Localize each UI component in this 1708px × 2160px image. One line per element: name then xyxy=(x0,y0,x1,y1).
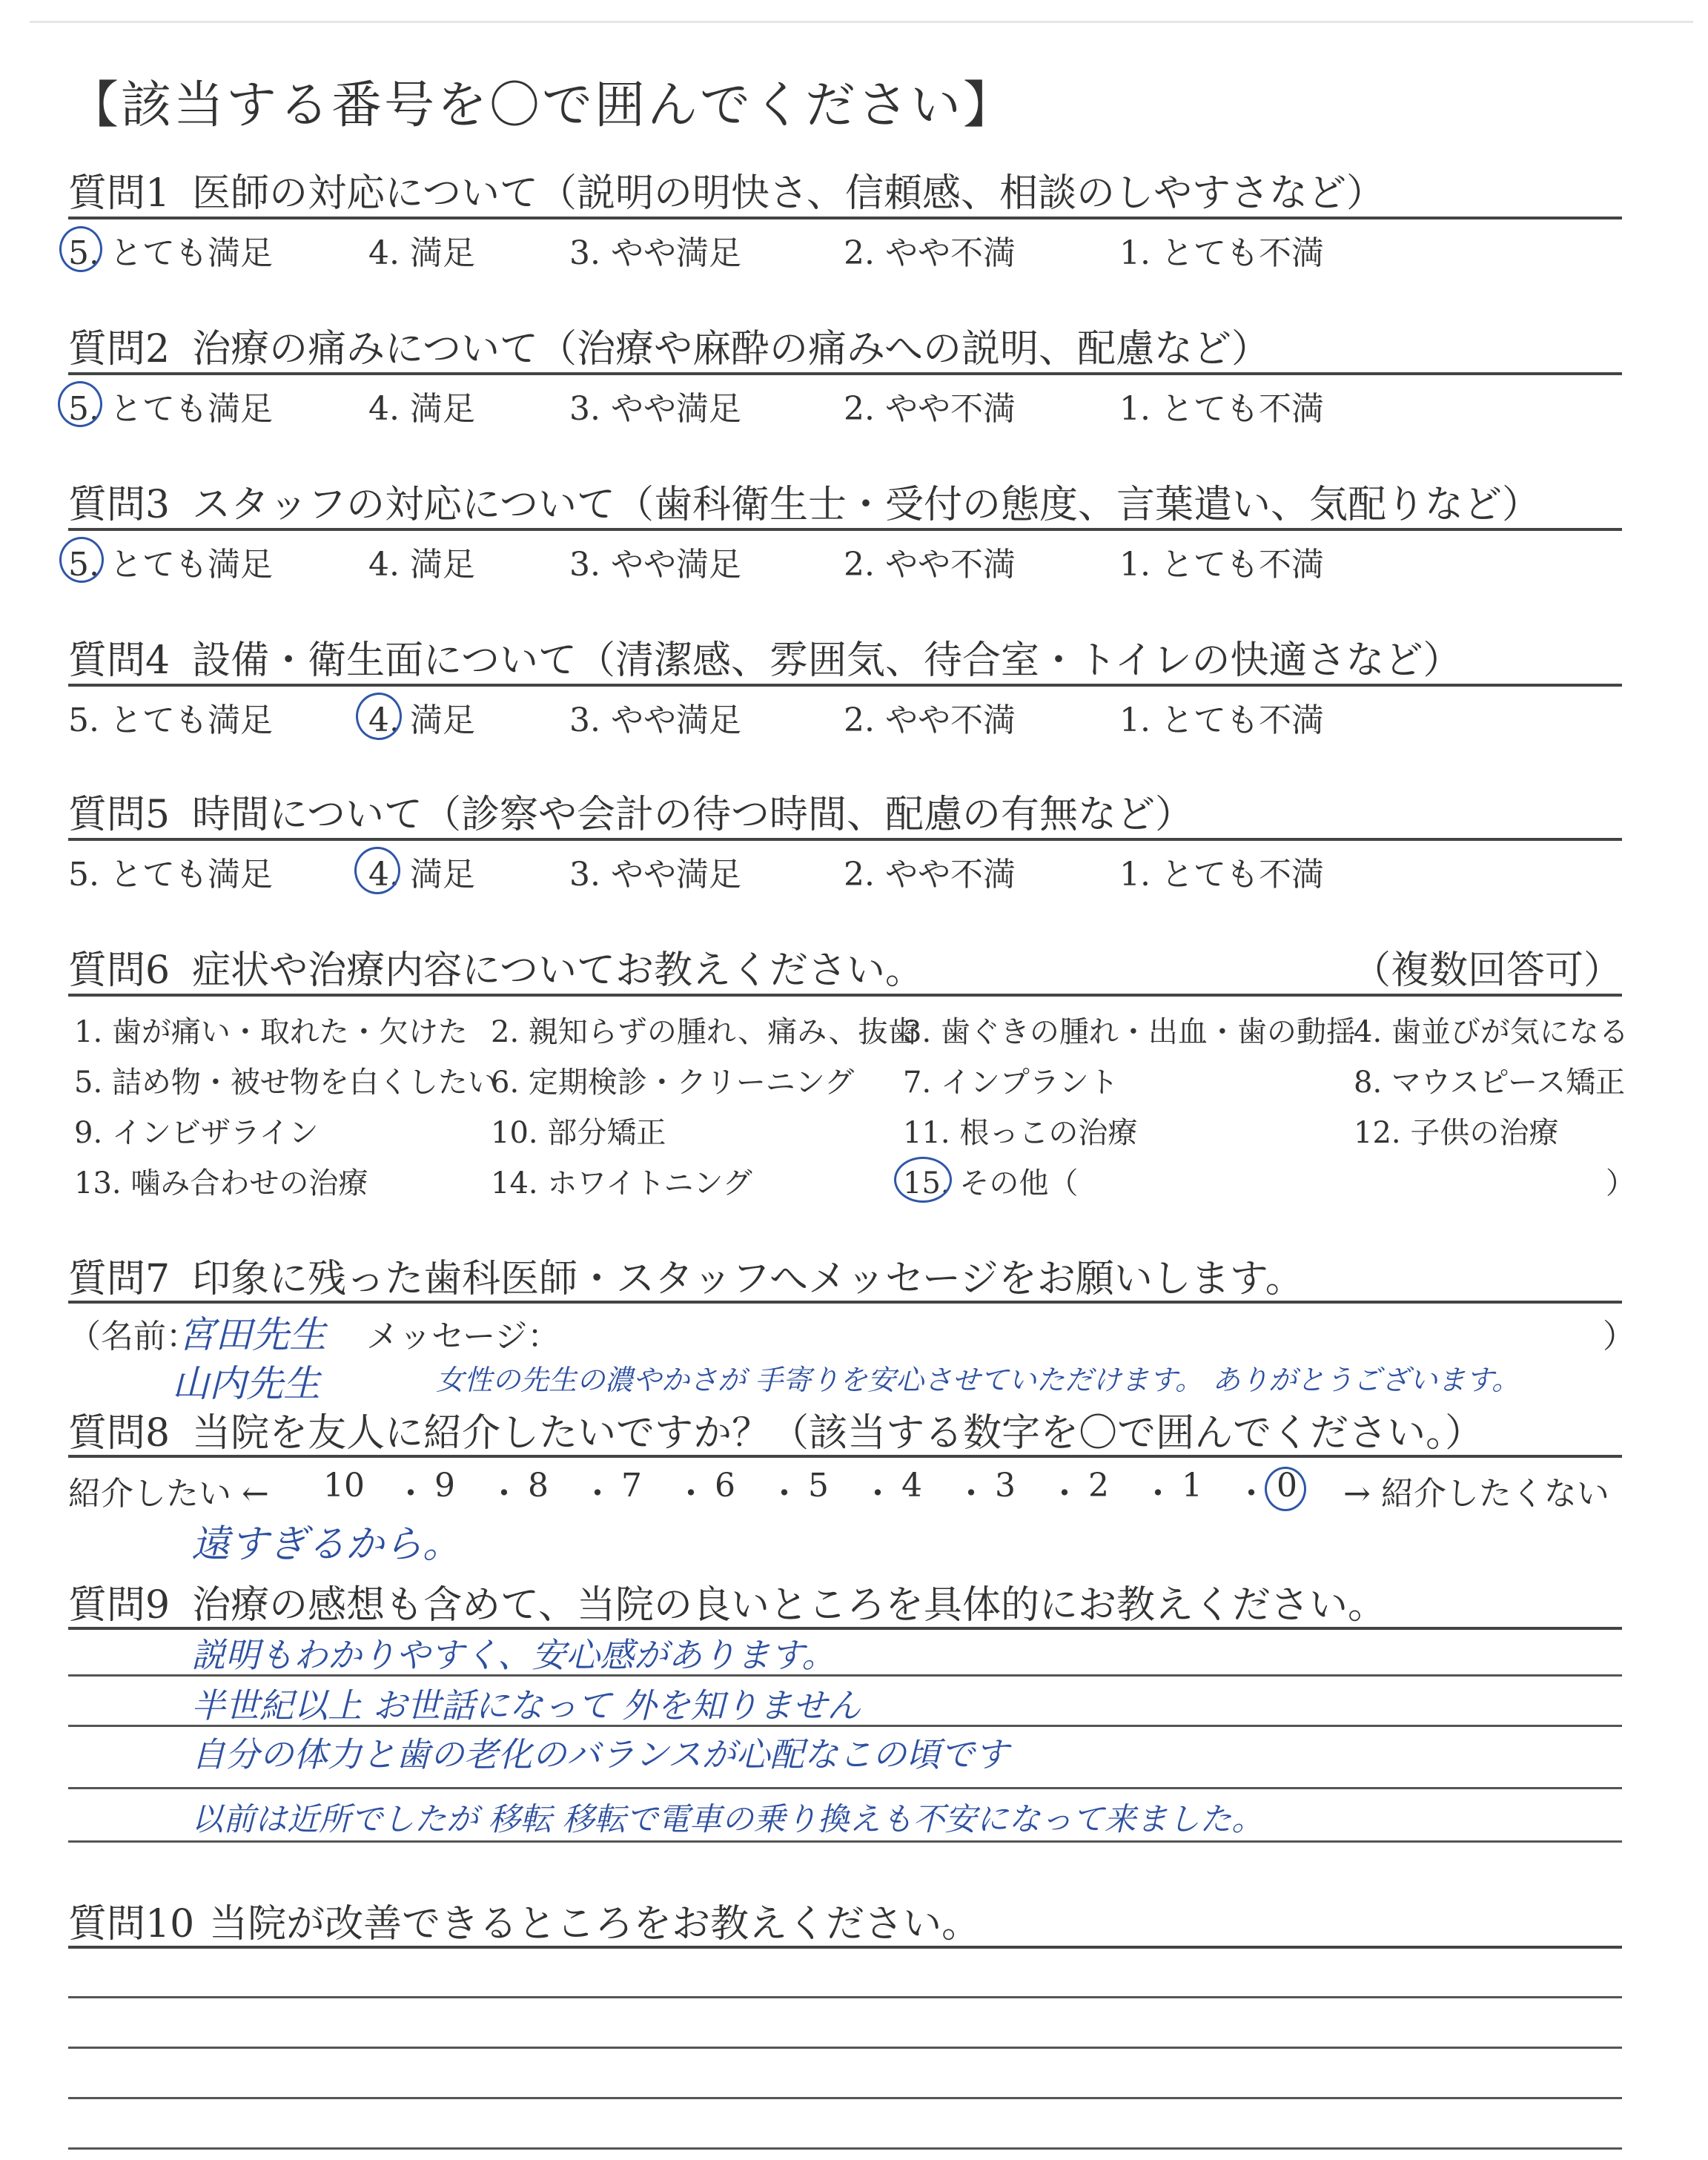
question-2-number: 質問2 xyxy=(68,327,171,371)
q8-scale-5[interactable]: 5 xyxy=(808,1467,829,1505)
question-8-text: 当院を友人に紹介したいですか？（該当する数字を〇で囲んでください。） xyxy=(192,1411,1484,1456)
question-7-text: 印象に残った歯科医師・スタッフへメッセージをお願いします。 xyxy=(192,1257,1304,1301)
q9-answer-line xyxy=(68,1787,1622,1789)
q4-option-2[interactable]: 2. やや不満 xyxy=(844,701,1016,739)
q8-scale-4[interactable]: 4 xyxy=(901,1467,922,1505)
question-8-rule xyxy=(68,1455,1622,1458)
question-10-heading xyxy=(68,1892,980,1948)
question-10-text: 当院が改善できるところをお教えください。 xyxy=(209,1902,981,1946)
q5-option-5[interactable]: 5. とても満足 xyxy=(68,856,273,894)
q6-option-8[interactable]: 8. マウスピース矯正 xyxy=(1354,1066,1626,1100)
q4-option-1[interactable]: 1. とても不満 xyxy=(1119,701,1324,739)
q6-option-14[interactable]: 14. ホワイトニング xyxy=(491,1166,752,1200)
question-6-rule xyxy=(68,994,1622,997)
question-1-rule xyxy=(68,217,1622,219)
q3-selection-circle xyxy=(59,537,104,583)
q6-selection-circle xyxy=(894,1157,952,1203)
question-9-heading xyxy=(68,1573,1386,1629)
q7-name-label: （名前： xyxy=(68,1318,199,1355)
q3-option-3[interactable]: 3. やや満足 xyxy=(569,546,741,584)
question-5-text: 時間について（診察や会計の待つ時間、配慮の有無など） xyxy=(192,793,1194,837)
q6-option-7[interactable]: 7. インプラント xyxy=(903,1066,1119,1100)
q2-option-4[interactable]: 4. 満足 xyxy=(368,390,475,428)
question-9-text: 治療の感想も含めて、当院の良いところを具体的にお教えください。 xyxy=(192,1583,1387,1628)
question-2-rule xyxy=(68,372,1622,375)
q2-option-3[interactable]: 3. やや満足 xyxy=(569,390,741,428)
question-4-rule xyxy=(68,684,1622,687)
q8-scale-dot: ・ xyxy=(1142,1475,1174,1513)
q1-option-4[interactable]: 4. 満足 xyxy=(368,234,475,272)
question-10-rule xyxy=(68,1946,1622,1949)
question-3-number: 質問3 xyxy=(68,483,171,527)
q8-selection-circle xyxy=(1265,1467,1306,1511)
q8-scale-dot: ・ xyxy=(581,1475,614,1513)
question-5-rule xyxy=(68,838,1622,841)
q9-handwritten-line-2: 半世紀以上 お世話になって 外を知りません xyxy=(191,1685,861,1725)
question-5-heading xyxy=(68,783,1194,839)
q8-scale-dot: ・ xyxy=(861,1475,894,1513)
q8-scale-dot: ・ xyxy=(1048,1475,1081,1513)
q8-handwritten-reason: 遠すぎるから。 xyxy=(191,1522,462,1567)
question-8-heading xyxy=(68,1401,1483,1457)
q6-option-1[interactable]: 1. 歯が痛い・取れた・欠けた xyxy=(74,1015,468,1049)
q6-option-3[interactable]: 3. 歯ぐきの腫れ・出血・歯の動揺 xyxy=(903,1015,1356,1049)
q8-scale-6[interactable]: 6 xyxy=(715,1467,735,1505)
q1-option-1[interactable]: 1. とても不満 xyxy=(1119,234,1324,272)
question-6-number: 質問6 xyxy=(68,948,171,993)
question-5-number: 質問5 xyxy=(68,793,171,837)
q7-close-paren: ） xyxy=(1603,1318,1635,1355)
question-7-heading xyxy=(68,1247,1304,1303)
q8-scale-dot: ・ xyxy=(1235,1475,1268,1513)
q9-answer-line xyxy=(68,1840,1622,1843)
question-1-heading xyxy=(68,162,1385,217)
q2-option-1[interactable]: 1. とても不満 xyxy=(1119,390,1324,428)
q2-option-2[interactable]: 2. やや不満 xyxy=(844,390,1016,428)
q2-option-5[interactable]: 5. とても満足 xyxy=(68,390,273,428)
question-6-text: 症状や治療内容についてお教えください。 xyxy=(192,948,924,993)
question-7-rule xyxy=(68,1301,1622,1304)
question-1-number: 質問1 xyxy=(68,171,171,216)
q4-selection-circle xyxy=(356,693,402,740)
question-10-number: 質問10 xyxy=(68,1902,195,1946)
q6-option-4[interactable]: 4. 歯並びが気になる xyxy=(1354,1015,1629,1049)
q4-option-3[interactable]: 3. やや満足 xyxy=(569,701,741,739)
question-8-number: 質問8 xyxy=(68,1411,171,1456)
question-9-number: 質問9 xyxy=(68,1583,171,1628)
q8-scale-1[interactable]: 1 xyxy=(1182,1467,1202,1505)
q3-option-4[interactable]: 4. 満足 xyxy=(368,546,475,584)
q3-option-2[interactable]: 2. やや不満 xyxy=(844,546,1016,584)
q6-option-2[interactable]: 2. 親知らずの腫れ、痛み、抜歯 xyxy=(491,1015,918,1049)
q9-handwritten-line-4: 以前は近所でしたが 移転 移転で電車の乗り換えも不安になって来ました。 xyxy=(191,1801,1264,1838)
q8-scale-dot: ・ xyxy=(394,1475,427,1513)
q6-option-6[interactable]: 6. 定期検診・クリーニング xyxy=(491,1066,855,1100)
q1-option-2[interactable]: 2. やや不満 xyxy=(844,234,1016,272)
q10-answer-line[interactable] xyxy=(68,2047,1622,2049)
q6-option-9[interactable]: 9. インビザライン xyxy=(74,1116,319,1150)
q1-selection-circle xyxy=(59,226,102,272)
q5-option-3[interactable]: 3. やや満足 xyxy=(569,856,741,894)
q8-scale-2[interactable]: 2 xyxy=(1088,1467,1109,1505)
q3-option-1[interactable]: 1. とても不満 xyxy=(1119,546,1324,584)
q4-option-4[interactable]: 4. 満足 xyxy=(368,701,475,739)
q5-option-2[interactable]: 2. やや不満 xyxy=(844,856,1016,894)
question-7-number: 質問7 xyxy=(68,1257,171,1301)
q6-option-13[interactable]: 13. 噛み合わせの治療 xyxy=(74,1166,368,1200)
q8-scale-dot: ・ xyxy=(955,1475,987,1513)
q8-scale-8[interactable]: 8 xyxy=(528,1467,549,1505)
page-title: 【該当する番号を〇で囲んでください】 xyxy=(68,76,1016,135)
q5-option-4[interactable]: 4. 満足 xyxy=(368,856,475,894)
q7-message-label: メッセージ： xyxy=(366,1318,560,1355)
q3-option-5[interactable]: 5. とても満足 xyxy=(68,546,273,584)
question-4-text: 設備・衛生面について（清潔感、雰囲気、待合室・トイレの快適さなど） xyxy=(192,638,1462,683)
q6-other-close-paren: ） xyxy=(1606,1166,1635,1200)
q8-left-label: 紹介したい ← xyxy=(68,1475,269,1513)
q10-answer-line[interactable] xyxy=(68,2097,1622,2099)
q8-right-label: → 紹介したくない xyxy=(1343,1475,1609,1513)
q4-option-5[interactable]: 5. とても満足 xyxy=(68,701,273,739)
q10-answer-line[interactable] xyxy=(68,1996,1622,1998)
q1-option-5[interactable]: 5. とても満足 xyxy=(68,234,273,272)
question-3-text: スタッフの対応について（歯科衛生士・受付の態度、言葉遣い、気配りなど） xyxy=(192,483,1541,527)
q9-answer-line xyxy=(68,1674,1622,1677)
q6-option-5[interactable]: 5. 詰め物・被せ物を白くしたい xyxy=(74,1066,497,1100)
question-2-text: 治療の痛みについて（治療や麻酔の痛みへの説明、配慮など） xyxy=(192,327,1271,371)
q7-handwritten-name-1: 宮田先生 xyxy=(178,1313,326,1356)
q6-option-15[interactable]: 15. その他（ xyxy=(903,1166,1079,1200)
q8-scale-0[interactable]: 0 xyxy=(1277,1467,1297,1505)
q8-scale-dot: ・ xyxy=(675,1475,707,1513)
q8-scale-dot: ・ xyxy=(768,1475,801,1513)
question-2-heading xyxy=(68,317,1270,373)
q1-option-3[interactable]: 3. やや満足 xyxy=(569,234,741,272)
q8-scale-dot: ・ xyxy=(488,1475,520,1513)
question-6-note: （複数回答可） xyxy=(1351,948,1622,993)
q10-answer-line[interactable] xyxy=(68,2147,1622,2150)
q8-scale-3[interactable]: 3 xyxy=(995,1467,1016,1505)
q9-answer-line xyxy=(68,1725,1622,1727)
q7-handwritten-message: 女性の先生の濃やかさが 手寄りを安心させていただけます。 ありがとうございます。 xyxy=(436,1364,1520,1396)
question-3-rule xyxy=(68,528,1622,531)
q8-scale-7[interactable]: 7 xyxy=(621,1467,642,1505)
q6-option-10[interactable]: 10. 部分矯正 xyxy=(491,1116,666,1150)
q6-option-11[interactable]: 11. 根っこの治療 xyxy=(903,1116,1138,1150)
question-6-heading xyxy=(68,939,1622,994)
top-border xyxy=(30,21,1693,23)
question-4-number: 質問4 xyxy=(68,638,171,683)
q5-selection-circle xyxy=(354,847,400,894)
q8-scale-10[interactable]: 10 xyxy=(323,1467,365,1505)
question-1-text: 医師の対応について（説明の明快さ、信頼感、相談のしやすさなど） xyxy=(192,171,1385,216)
q9-handwritten-line-1: 説明もわかりやすく、安心感があります。 xyxy=(191,1635,836,1675)
q2-selection-circle xyxy=(58,381,102,427)
q6-option-12[interactable]: 12. 子供の治療 xyxy=(1354,1116,1559,1150)
q8-scale-9[interactable]: 9 xyxy=(434,1467,455,1505)
q7-handwritten-name-2: 山内先生 xyxy=(172,1362,320,1405)
question-4-heading xyxy=(68,629,1461,684)
question-3-heading xyxy=(68,473,1540,529)
q5-option-1[interactable]: 1. とても不満 xyxy=(1119,856,1324,894)
q9-handwritten-line-3: 自分の体力と歯の老化のバランスが心配なこの頃です xyxy=(191,1734,1009,1774)
